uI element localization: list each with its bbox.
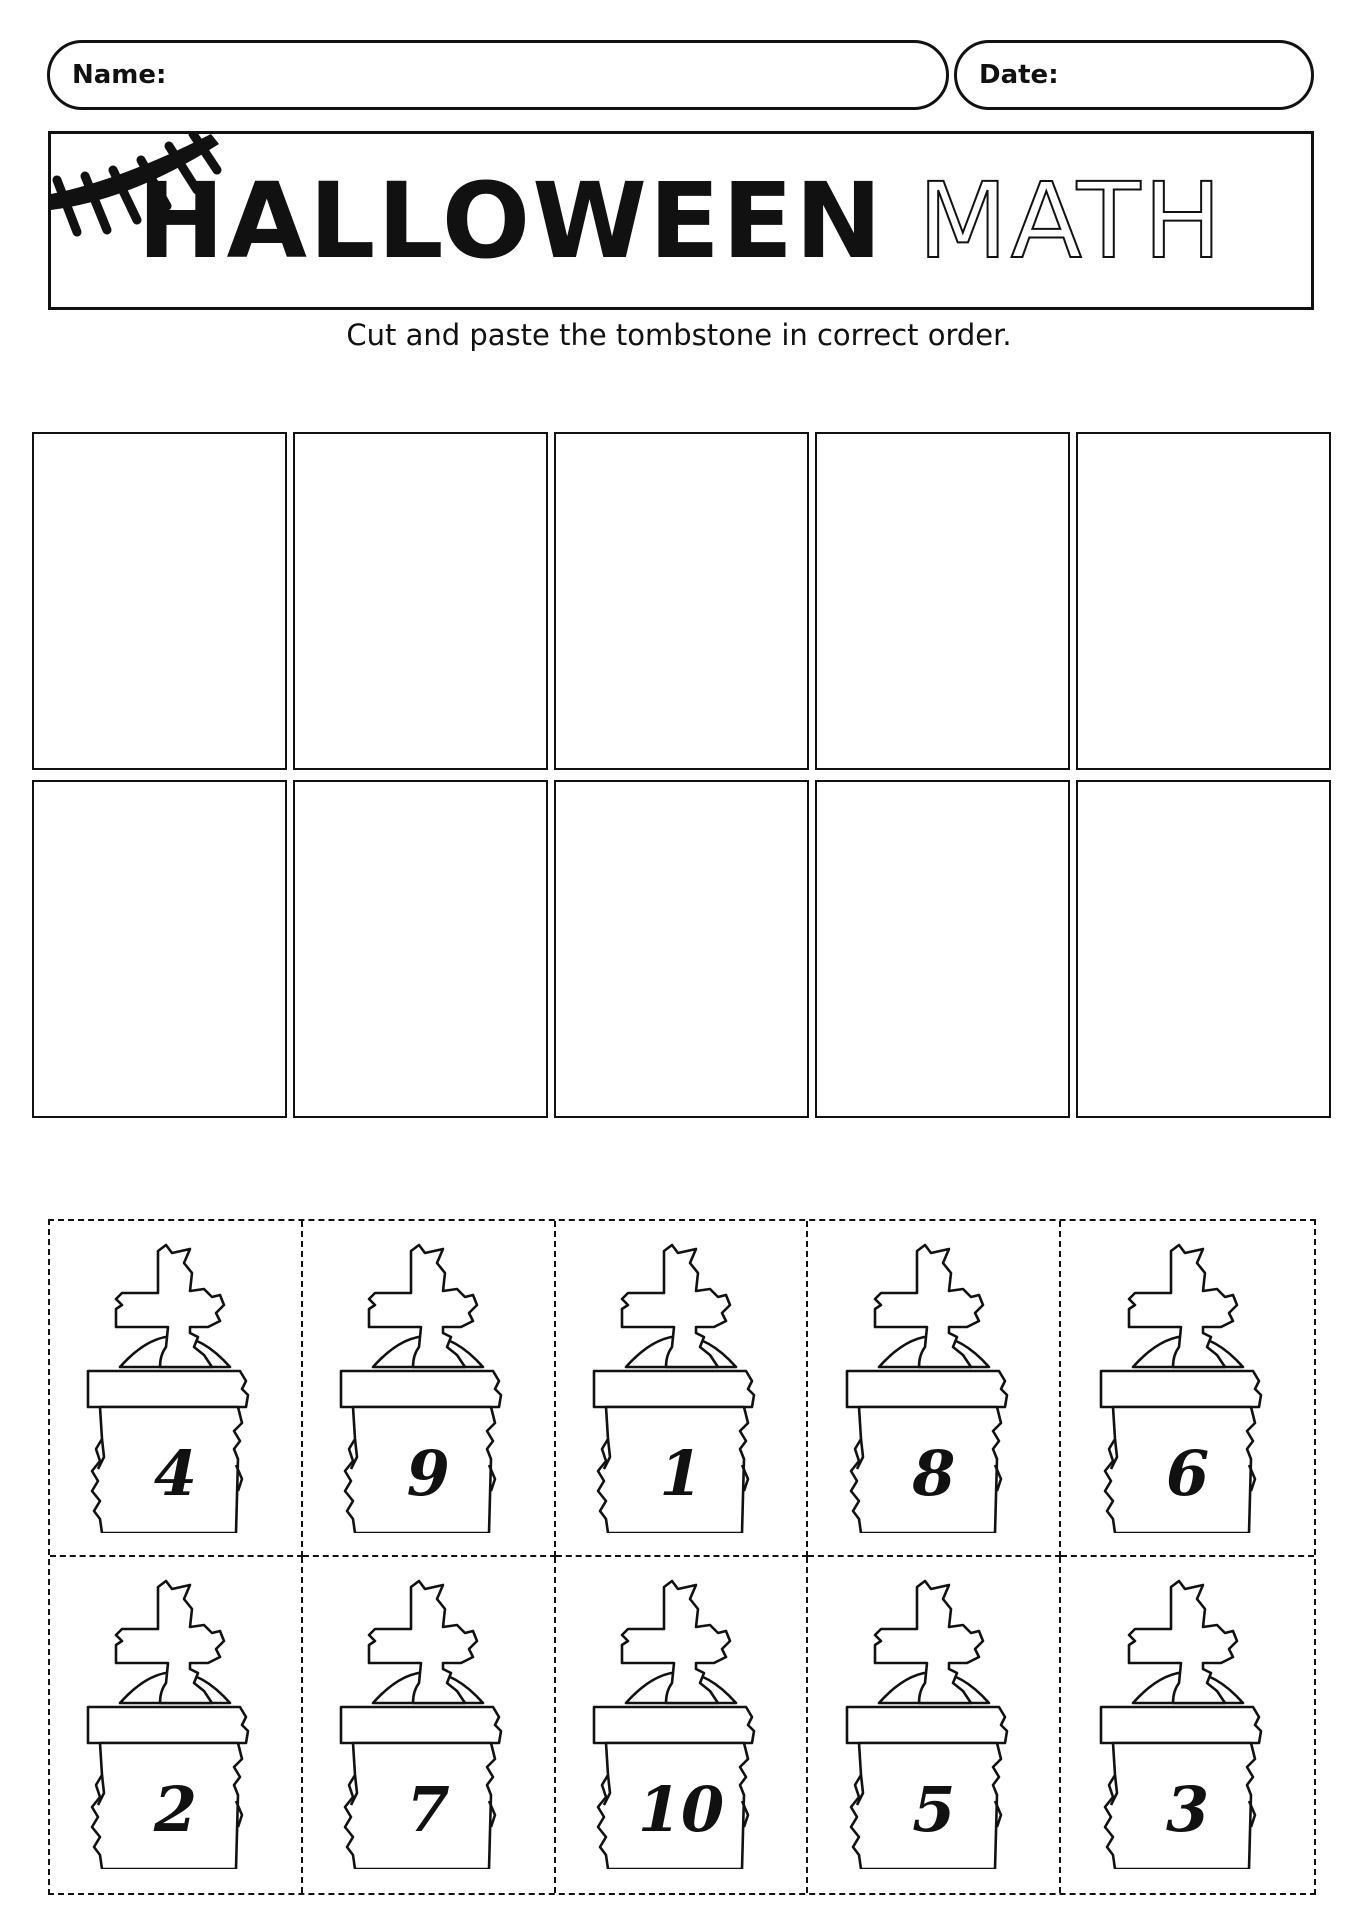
tombstone-number: 7 <box>406 1773 450 1846</box>
tombstone-number: 3 <box>1166 1773 1210 1846</box>
tombstone-number: 6 <box>1166 1437 1210 1510</box>
answer-box[interactable] <box>815 432 1070 770</box>
tombstone-card[interactable] <box>1061 1557 1314 1893</box>
answer-box[interactable] <box>554 780 809 1118</box>
answer-box[interactable] <box>1076 432 1331 770</box>
tombstone-number: 2 <box>153 1773 197 1846</box>
tombstone-number: 4 <box>153 1437 197 1510</box>
instruction-text: Cut and paste the tombstone in correct order. <box>346 318 1012 352</box>
answer-box[interactable] <box>293 780 548 1118</box>
tombstone-card[interactable] <box>808 1221 1061 1557</box>
tombstone-number: 5 <box>912 1773 956 1846</box>
tombstone-card[interactable] <box>556 1557 809 1893</box>
tombstone-number: 9 <box>406 1437 450 1510</box>
tombstone-card[interactable] <box>303 1557 556 1893</box>
answer-box[interactable] <box>32 432 287 770</box>
date-field[interactable] <box>954 40 1314 110</box>
name-field[interactable] <box>47 40 949 110</box>
tombstone-number: 1 <box>659 1437 703 1510</box>
title-banner <box>48 131 1314 310</box>
title-halloween: HALLOWEEN <box>137 160 885 282</box>
cutout-grid <box>48 1219 1316 1895</box>
answer-box[interactable] <box>815 780 1070 1118</box>
answer-box[interactable] <box>554 432 809 770</box>
answer-grid <box>32 432 1331 1118</box>
answer-box[interactable] <box>1076 780 1331 1118</box>
date-label: Date: <box>979 60 1059 90</box>
answer-box[interactable] <box>32 780 287 1118</box>
tombstone-card[interactable] <box>808 1557 1061 1893</box>
name-label: Name: <box>72 60 167 90</box>
page-title <box>51 156 1311 286</box>
tombstone-card[interactable] <box>50 1221 303 1557</box>
answer-box[interactable] <box>293 432 548 770</box>
tombstone-card[interactable] <box>303 1221 556 1557</box>
tombstone-card[interactable] <box>50 1557 303 1893</box>
tombstone-number: 8 <box>912 1437 956 1510</box>
tombstone-card[interactable] <box>1061 1221 1314 1557</box>
tombstone-number: 10 <box>637 1773 725 1846</box>
tombstone-card[interactable] <box>556 1221 809 1557</box>
title-math: MATH <box>918 160 1225 282</box>
